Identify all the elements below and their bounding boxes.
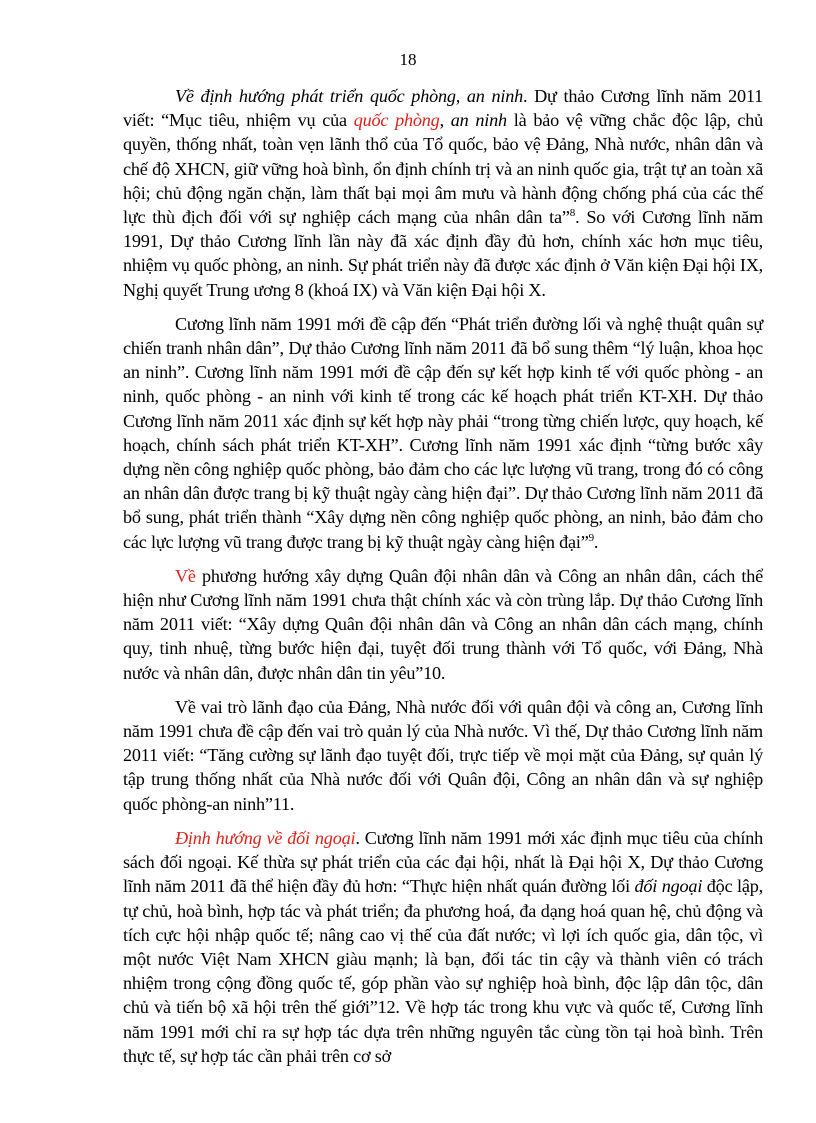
paragraph-military-doctrine [123,312,763,554]
paragraph-foreign-policy [123,826,763,1068]
text-run: phương hướng xây dựng Quân đội nhân dân và Công an nhân dân, cách thể hiện như Cương lĩnh năm 1991 chưa thật chính xác và còn trùng lắp. Dự thảo Cương lĩnh năm 2011 viết: “Xây dựng Quân đội nhân dân và Công an nhân dân cách mạng, chính quy, tinh nhuệ, từng bước hiện đại, tuyệt đối trung thành với Tổ quốc, với Đảng, Nhà nước và nhân dân, được nhân dân tin yêu”10. [123,565,763,683]
text-run: , [439,110,451,131]
text-run: là bảo vệ vững chắc độc lập, chủ quyền, thống nhất, toàn vẹn lãnh thổ của Tổ quốc, bảo vệ Đảng, Nhà nước, nhân dân và chế độ XHCN, giữ vững hoà bình, ổn định chính trị và an ninh quốc gia, trật tự an toàn xã hội; chủ động ngăn chặn, làm thất bại mọi âm mưu và hành động chống phá của các thế lực thù địch đối với sự nghiệp cách mạng của nhân dân ta” [123,110,763,228]
text-run: . [593,531,599,552]
term-doi-ngoai: đối ngoại [634,876,703,897]
term-quoc-phong: quốc phòng [353,110,440,131]
text-run: . So với Cương lĩnh năm 1991, Dự thảo Cương lĩnh lần này đã xác định đầy đủ hơn, chính xác hơn mục tiêu, nhiệm vụ quốc phòng, an ninh. Sự phát triển này đã được xác định ở Văn kiện Đại hội IX, Nghị quyết Trung ương 8 (khoá IX) và Văn kiện Đại hội X. [123,207,763,300]
text-run: . Cương lĩnh năm 1991 mới xác định mục tiêu của chính sách đối ngoại. Kế thừa sự phát triển của các đại hội, nhất là Đại hội X, Dự thảo Cương lĩnh năm 2011 đã thể hiện đầy đủ hơn: “Thực hiện nhất quán đường lối [123,827,763,897]
text-run: Về vai trò lãnh đạo của Đảng, Nhà nước đối với quân đội và công an, Cương lĩnh năm 1991 chưa đề cập đến vai trò quản lý của Nhà nước. Vì thế, Dự thảo Cương lĩnh năm 2011 viết: “Tăng cường sự lãnh đạo tuyệt đối, trực tiếp về mọi mặt của Đảng, sự quản lý tập trung thống nhất của Nhà nước đối với Quân đội, Công an nhân dân và sự nghiệp quốc phòng-an ninh”11. [123,696,763,814]
paragraph-party-leadership [123,695,763,816]
section-heading-defense: Về định hướng phát triển quốc phòng, an ninh [175,86,523,106]
paragraph-defense-orientation [123,84,763,302]
footnote-ref-9: 9 [588,531,594,544]
text-run: độc lập, tự chủ, hoà bình, hợp tác và phát triển; đa phương hoá, đa dạng hoá quan hệ, chủ động và tích cực hội nhập quốc tế; nâng cao vị thế của đất nước; vì lợi ích quốc gia, dân tộc, vì một nước Việt Nam XHCN giàu mạnh; là bạn, đối tác tin cậy và thành viên có trách nhiệm trong cộng đồng quốc tế, góp phần vào sự nghiệp hoà bình, độc lập dân tộc, dân chủ và tiến bộ xã hội trên thế giới”12. Về hợp tác trong khu vực và quốc tế, Cương lĩnh năm 1991 mới chỉ ra sự hợp tác dựa trên những nguyên tắc cùng tồn tại hoà bình. Trên thực tế, sự hợp tác cần phải trên cơ sở [123,876,763,1066]
text-run: Cương lĩnh năm 1991 mới đề cập đến “Phát triển đường lối và nghệ thuật quân sự chiến tranh nhân dân”, Dự thảo Cương lĩnh năm 2011 đã bổ sung thêm “lý luận, khoa học an ninh”. Cương lĩnh năm 1991 mới đề cập đến sự kết hợp kinh tế với quốc phòng - an ninh, quốc phòng - an ninh với kinh tế trong các kế hoạch phát triển KT-XH. Dự thảo Cương lĩnh năm 2011 xác định sự kết hợp này phải “trong từng chiến lược, quy hoạch, kế hoạch, chính sách phát triển KT-XH”. Cương lĩnh năm 1991 xác định “từng bước xây dựng nền công nghiệp quốc phòng, bảo đảm cho các lực lượng vũ trang, trong đó có công an nhân dân được trang bị kỹ thuật ngày càng hiện đại”. Dự thảo Cương lĩnh năm 2011 đã bổ sung, phát triển thành “Xây dựng nền công nghiệp quốc phòng, an ninh, bảo đảm cho các lực lượng vũ trang được trang bị kỹ thuật ngày càng hiện đại” [123,313,763,552]
paragraph-army-police [123,564,763,685]
body-text [123,84,763,1078]
text-run: . Dự thảo Cương lĩnh năm 2011 viết: “Mục tiêu, nhiệm vụ của [123,86,763,131]
section-heading-foreign-policy: Định hướng về đối ngoại [175,827,356,848]
term-an-ninh: an ninh [450,110,507,131]
page-number: 18 [399,50,417,69]
footnote-ref-8: 8 [569,206,576,219]
highlighted-word-ve: Về [175,565,196,586]
